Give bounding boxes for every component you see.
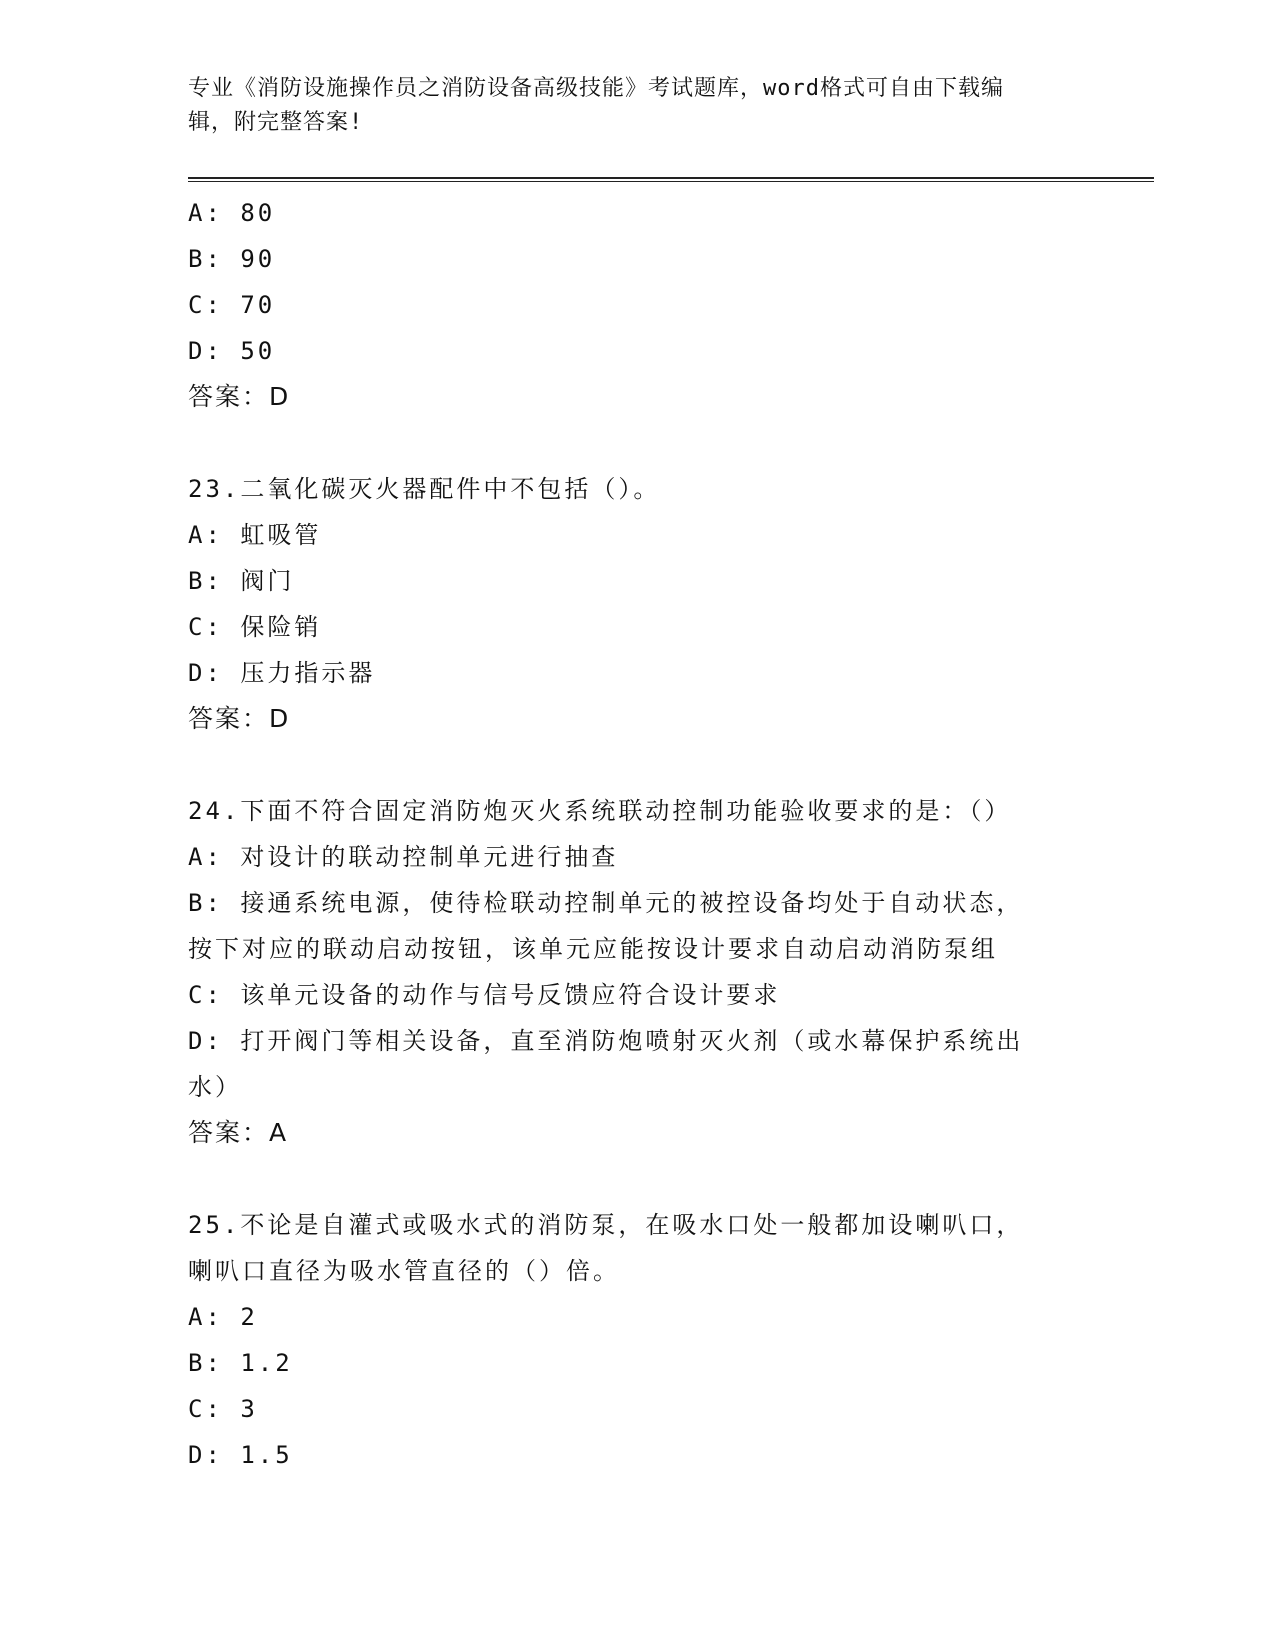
option-d-line-2: 水） bbox=[188, 1073, 242, 1101]
document-header bbox=[188, 72, 1088, 140]
option-c: C: 该单元设备的动作与信号反馈应符合设计要求 bbox=[188, 981, 781, 1009]
question-text-line-2: 喇叭口直径为吸水管直径的（）倍。 bbox=[188, 1257, 620, 1285]
header-divider-thin bbox=[188, 181, 1154, 182]
option-a: A: 2 bbox=[188, 1303, 258, 1331]
question-22 bbox=[188, 190, 1088, 420]
option-d-line-1: D: 打开阀门等相关设备，直至消防炮喷射灭火剂（或水幕保护系统出 bbox=[188, 1027, 1024, 1055]
answer-line: 答案：D bbox=[188, 382, 291, 411]
option-a: A: 对设计的联动控制单元进行抽查 bbox=[188, 843, 619, 871]
option-a: A: 80 bbox=[188, 199, 276, 227]
option-d: D: 1.5 bbox=[188, 1441, 293, 1469]
header-divider-thick bbox=[188, 177, 1154, 179]
answer-line: 答案：D bbox=[188, 704, 291, 733]
option-d: D: 50 bbox=[188, 337, 276, 365]
option-c: C: 70 bbox=[188, 291, 276, 319]
option-b-line-2: 按下对应的联动启动按钮，该单元应能按设计要求自动启动消防泵组 bbox=[188, 935, 998, 963]
option-b: B: 90 bbox=[188, 245, 276, 273]
option-b: B: 1.2 bbox=[188, 1349, 293, 1377]
question-text: 24.下面不符合固定消防炮灭火系统联动控制功能验收要求的是：（） bbox=[188, 797, 1012, 825]
option-a: A: 虹吸管 bbox=[188, 521, 322, 549]
question-text-line-1: 25.不论是自灌式或吸水式的消防泵，在吸水口处一般都加设喇叭口， bbox=[188, 1211, 1024, 1239]
header-line-1: 专业《消防设施操作员之消防设备高级技能》考试题库，word格式可自由下载编 bbox=[188, 76, 1004, 101]
question-text: 23.二氧化碳灭火器配件中不包括（）。 bbox=[188, 475, 661, 503]
spacer bbox=[188, 420, 1088, 466]
answer-line: 答案：A bbox=[188, 1118, 289, 1147]
option-b: B: 阀门 bbox=[188, 567, 295, 595]
option-d: D: 压力指示器 bbox=[188, 659, 376, 687]
spacer bbox=[188, 1156, 1088, 1202]
question-24 bbox=[188, 788, 1088, 1156]
header-line-2: 辑，附完整答案! bbox=[188, 110, 364, 135]
question-23 bbox=[188, 466, 1088, 742]
option-c: C: 3 bbox=[188, 1395, 258, 1423]
option-b-line-1: B: 接通系统电源，使待检联动控制单元的被控设备均处于自动状态， bbox=[188, 889, 1024, 917]
question-25 bbox=[188, 1202, 1088, 1478]
question-content bbox=[188, 190, 1088, 1478]
spacer bbox=[188, 742, 1088, 788]
option-c: C: 保险销 bbox=[188, 613, 322, 641]
